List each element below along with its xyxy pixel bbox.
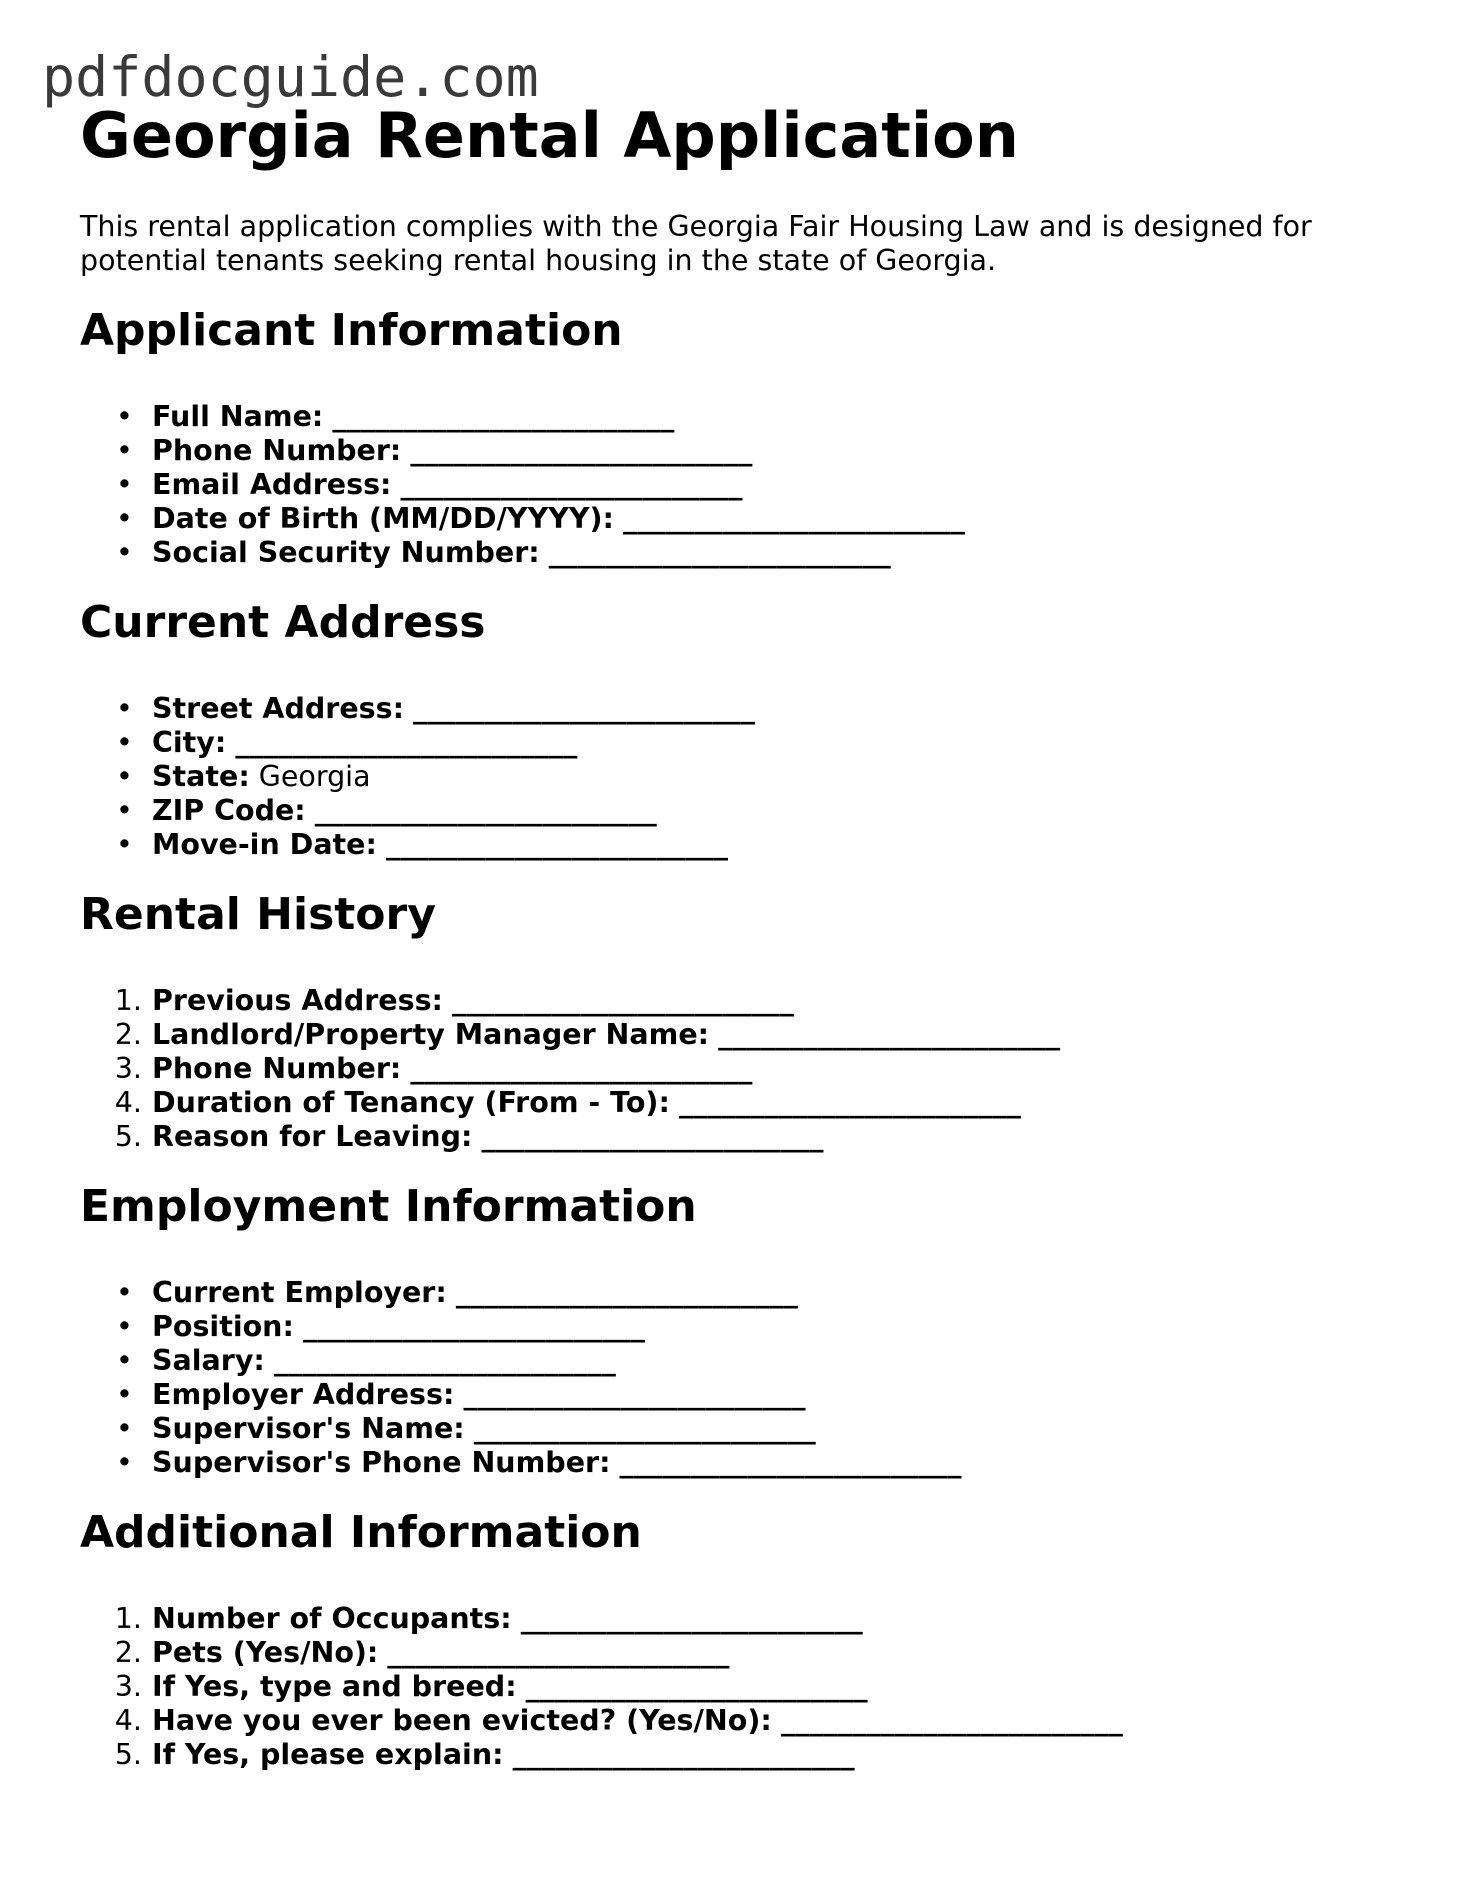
section-heading: Additional Information xyxy=(80,1507,642,1558)
fill-in-blank[interactable]: ________________________ xyxy=(410,434,753,467)
bullet-marker: • xyxy=(116,760,133,793)
section-heading: Rental History xyxy=(80,889,436,940)
list-number: 2. xyxy=(114,1636,142,1669)
fill-in-blank[interactable]: ________________________ xyxy=(481,1120,824,1153)
field-social-security-number xyxy=(80,536,1410,570)
field-label: Social Security Number: xyxy=(152,536,540,569)
section-heading: Applicant Information xyxy=(80,305,623,356)
section-employment-information xyxy=(80,1181,1410,1480)
section-heading: Employment Information xyxy=(80,1181,697,1232)
section-applicant-information xyxy=(80,305,1410,570)
field-label: Previous Address: xyxy=(152,984,443,1017)
bullet-marker: • xyxy=(116,692,133,725)
field-list xyxy=(80,984,1410,1154)
field-label: Date of Birth (MM/DD/YYYY): xyxy=(152,502,614,535)
bullet-marker: • xyxy=(116,536,133,569)
fill-in-blank[interactable]: ________________________ xyxy=(385,828,728,861)
field-eviction-explanation xyxy=(80,1738,1410,1772)
fill-in-blank[interactable]: ________________________ xyxy=(463,1378,806,1411)
fill-in-blank[interactable]: ________________________ xyxy=(678,1086,1021,1119)
field-state xyxy=(80,760,1410,794)
page-title: Georgia Rental Application xyxy=(80,99,1019,172)
field-label: Reason for Leaving: xyxy=(152,1120,473,1153)
field-label: Duration of Tenancy (From - To): xyxy=(152,1086,670,1119)
field-duration-of-tenancy xyxy=(80,1086,1410,1120)
field-salary xyxy=(80,1344,1410,1378)
field-label: Email Address: xyxy=(152,468,392,501)
section-current-address xyxy=(80,597,1410,862)
field-label: Move-in Date: xyxy=(152,828,377,861)
field-label: Salary: xyxy=(152,1344,265,1377)
field-label: Phone Number: xyxy=(152,434,402,467)
bullet-marker: • xyxy=(116,400,133,433)
field-pets xyxy=(80,1636,1410,1670)
field-label: Supervisor's Phone Number: xyxy=(152,1446,611,1479)
field-reason-for-leaving xyxy=(80,1120,1410,1154)
section-additional-information xyxy=(80,1507,1410,1772)
list-number: 1. xyxy=(114,984,142,1017)
field-label: Current Employer: xyxy=(152,1276,447,1309)
field-label: Have you ever been evicted? (Yes/No): xyxy=(152,1704,772,1737)
field-date-of-birth xyxy=(80,502,1410,536)
list-number: 3. xyxy=(114,1052,142,1085)
field-email-address xyxy=(80,468,1410,502)
field-supervisor-name xyxy=(80,1412,1410,1446)
bullet-marker: • xyxy=(116,1344,133,1377)
section-rental-history xyxy=(80,889,1410,1154)
field-label: Landlord/Property Manager Name: xyxy=(152,1018,710,1051)
fill-in-blank[interactable]: ________________________ xyxy=(400,468,743,501)
field-list xyxy=(80,400,1410,570)
field-label: Full Name: xyxy=(152,400,324,433)
fill-in-blank[interactable]: ________________________ xyxy=(235,726,578,759)
bullet-marker: • xyxy=(116,502,133,535)
field-list xyxy=(80,1276,1410,1480)
list-number: 3. xyxy=(114,1670,142,1703)
fill-in-blank[interactable]: ________________________ xyxy=(455,1276,798,1309)
fill-in-blank[interactable]: ________________________ xyxy=(302,1310,645,1343)
fill-in-blank[interactable]: ________________________ xyxy=(780,1704,1123,1737)
field-full-name xyxy=(80,400,1410,434)
fill-in-blank[interactable]: ________________________ xyxy=(622,502,965,535)
bullet-marker: • xyxy=(116,794,133,827)
fill-in-blank[interactable]: ________________________ xyxy=(332,400,675,433)
field-current-employer xyxy=(80,1276,1410,1310)
bullet-marker: • xyxy=(116,468,133,501)
field-employer-address xyxy=(80,1378,1410,1412)
field-phone-number xyxy=(80,434,1410,468)
bullet-marker: • xyxy=(116,434,133,467)
field-label: If Yes, please explain: xyxy=(152,1738,504,1771)
field-label: ZIP Code: xyxy=(152,794,306,827)
field-label: State: xyxy=(152,760,250,793)
bullet-marker: • xyxy=(116,1412,133,1445)
fill-in-blank[interactable]: ________________________ xyxy=(619,1446,962,1479)
list-number: 1. xyxy=(114,1602,142,1635)
field-label: Employer Address: xyxy=(152,1378,455,1411)
field-previous-address xyxy=(80,984,1410,1018)
fill-in-blank[interactable]: ________________________ xyxy=(452,984,795,1017)
site-watermark: pdfdocguide.com xyxy=(42,45,539,109)
bullet-marker: • xyxy=(116,1276,133,1309)
field-label: Number of Occupants: xyxy=(152,1602,512,1635)
field-landlord-name xyxy=(80,1018,1410,1052)
fill-in-blank[interactable]: ________________________ xyxy=(512,1738,855,1771)
bullet-marker: • xyxy=(116,726,133,759)
field-label: Street Address: xyxy=(152,692,404,725)
field-label: City: xyxy=(152,726,227,759)
field-number-of-occupants xyxy=(80,1602,1410,1636)
fill-in-blank[interactable]: ________________________ xyxy=(520,1602,863,1635)
field-supervisor-phone xyxy=(80,1446,1410,1480)
bullet-marker: • xyxy=(116,1378,133,1411)
fill-in-blank[interactable]: ________________________ xyxy=(548,536,891,569)
fill-in-blank[interactable]: ________________________ xyxy=(413,692,756,725)
list-number: 4. xyxy=(114,1704,142,1737)
field-list xyxy=(80,1602,1410,1772)
intro-paragraph: This rental application complies with the Georgia Fair Housing Law and is designed for potential tenants seeking rental housing in the state of Georgia. xyxy=(80,210,1312,277)
field-pet-type-breed xyxy=(80,1670,1410,1704)
field-city xyxy=(80,726,1410,760)
list-number: 4. xyxy=(114,1086,142,1119)
field-label: Supervisor's Name: xyxy=(152,1412,465,1445)
field-value: Georgia xyxy=(258,760,371,793)
fill-in-blank[interactable]: ________________________ xyxy=(410,1052,753,1085)
field-label: Position: xyxy=(152,1310,294,1343)
field-move-in-date xyxy=(80,828,1410,862)
field-zip-code xyxy=(80,794,1410,828)
fill-in-blank[interactable]: ________________________ xyxy=(473,1412,816,1445)
field-label: Phone Number: xyxy=(152,1052,402,1085)
bullet-marker: • xyxy=(116,1446,133,1479)
fill-in-blank[interactable]: ________________________ xyxy=(387,1636,730,1669)
field-list xyxy=(80,692,1410,862)
list-number: 5. xyxy=(114,1738,142,1771)
field-evicted xyxy=(80,1704,1410,1738)
fill-in-blank[interactable]: ________________________ xyxy=(314,794,657,827)
list-number: 2. xyxy=(114,1018,142,1051)
field-position xyxy=(80,1310,1410,1344)
list-number: 5. xyxy=(114,1120,142,1153)
document-page xyxy=(80,99,1410,1771)
field-landlord-phone xyxy=(80,1052,1410,1086)
bullet-marker: • xyxy=(116,1310,133,1343)
fill-in-blank[interactable]: ________________________ xyxy=(273,1344,616,1377)
fill-in-blank[interactable]: ________________________ xyxy=(525,1670,868,1703)
field-label: If Yes, type and breed: xyxy=(152,1670,517,1703)
field-street-address xyxy=(80,692,1410,726)
bullet-marker: • xyxy=(116,828,133,861)
section-heading: Current Address xyxy=(80,597,486,648)
fill-in-blank[interactable]: ________________________ xyxy=(718,1018,1061,1051)
field-label: Pets (Yes/No): xyxy=(152,1636,379,1669)
